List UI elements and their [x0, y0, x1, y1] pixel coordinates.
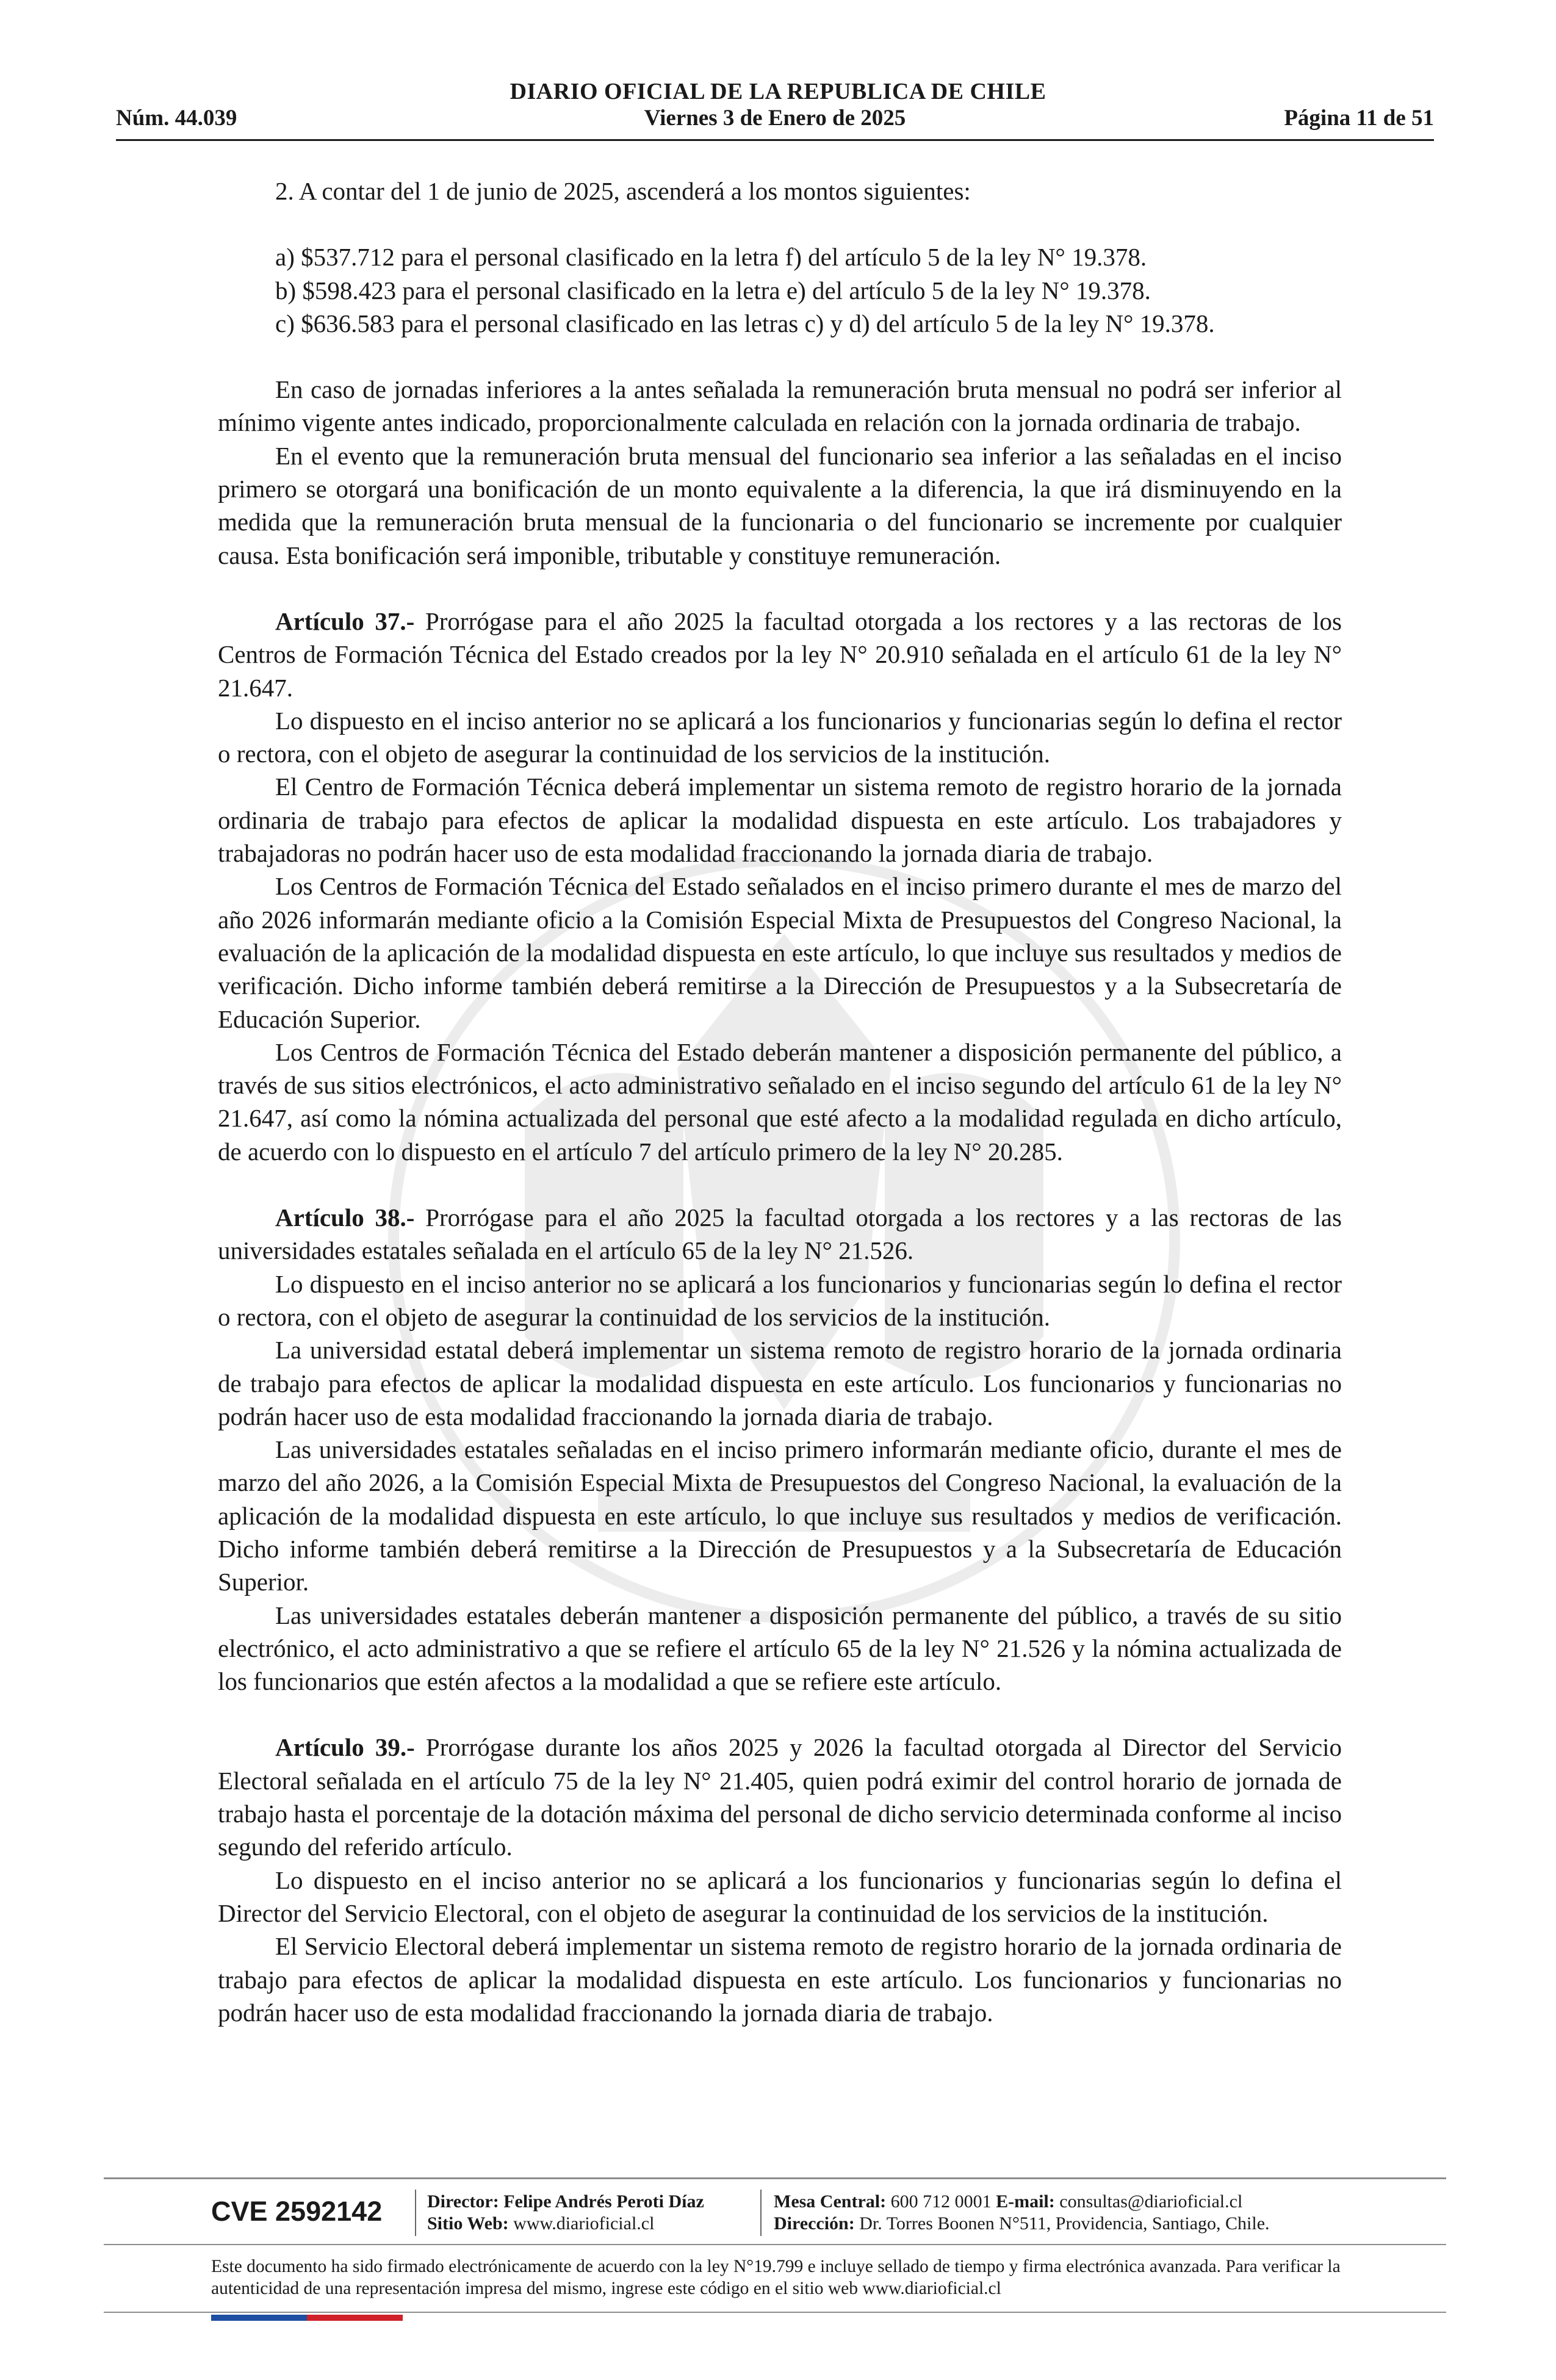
- article-39-text: Prorrógase durante los años 2025 y 2026 la facultad otorgada al Director del Servicio Electoral señalada en el artículo 75 de la ley N° 21.405, quien podrá eximir del control horario de jornada de trabajo hasta el porcentaje de la dotación máxima del personal de dicho servicio determinada conforme al inciso segundo del referido artículo.: [218, 1733, 1342, 1861]
- header-divider: [116, 139, 1434, 141]
- footer-separator: [415, 2190, 416, 2236]
- footer-contact-block: [774, 2191, 1270, 2235]
- article-38-title: Artículo 38.-: [275, 1203, 415, 1232]
- footer-director-block: [427, 2191, 704, 2235]
- email-link[interactable]: consultas@diarioficial.cl: [1059, 2191, 1243, 2212]
- email-label: E-mail:: [996, 2191, 1055, 2212]
- website-link[interactable]: www.diarioficial.cl: [513, 2213, 655, 2234]
- footer-separator: [760, 2190, 762, 2236]
- director-line: [427, 2191, 704, 2213]
- list-item: a) $537.712 para el personal clasificado en la letra f) del artículo 5 de la ley N° 19.378.: [275, 243, 1147, 272]
- paragraph: Los Centros de Formación Técnica del Estado señalados en el inciso primero durante el mes de marzo del año 2026 informarán mediante oficio a la Comisión Especial Mixta de Presupuestos del Congreso Nacional, la evaluación de la aplicación de la modalidad dispuesta en este artículo, lo que incluye sus resultados y medios de verificación. Dicho informe también deberá remitirse a la Dirección de Presupuestos y a la Subsecretaría de Educación Superior.: [218, 872, 1342, 1033]
- cve-code: CVE 2592142: [211, 2196, 383, 2227]
- paragraph: La universidad estatal deberá implementar un sistema remoto de registro horario de la jornada ordinaria de trabajo para efectos de aplicar la modalidad dispuesta en este artículo. Los funcionarios y funcionarias no podrán hacer uso de esta modalidad fraccionando la jornada diaria de trabajo.: [218, 1336, 1342, 1430]
- address-line: [774, 2213, 1270, 2235]
- article-39-title: Artículo 39.-: [275, 1733, 415, 1762]
- contact-line: [774, 2191, 1270, 2213]
- article-37-paragraph: [218, 605, 1342, 704]
- paragraph: El Centro de Formación Técnica deberá implementar un sistema remoto de registro horario de la jornada ordinaria de trabajo para efectos de aplicar la modalidad dispuesta en este artículo. Los trabajadores y trabajadoras no podrán hacer uso de esta modalidad fraccionando la jornada diaria de trabajo.: [218, 773, 1342, 868]
- page-number: Página 11 de 51: [1284, 106, 1434, 131]
- footer-divider: [104, 2177, 1446, 2179]
- paragraph-item-2: 2. A contar del 1 de junio de 2025, ascenderá a los montos siguientes:: [275, 177, 971, 205]
- address-value: Dr. Torres Boonen N°511, Providencia, Santiago, Chile.: [859, 2213, 1270, 2234]
- article-37-title: Artículo 37.-: [275, 607, 415, 635]
- article-37-text: Prorrógase para el año 2025 la facultad otorgada a los rectores y a las rectoras de los Centros de Formación Técnica del Estado creados por la ley N° 20.910 señalada en el artículo 61 de la ley N° 21.647.: [218, 607, 1342, 702]
- phone-label: Mesa Central:: [774, 2191, 887, 2212]
- amounts-list: [218, 240, 1342, 340]
- paragraph: En caso de jornadas inferiores a la antes señalada la remuneración bruta mensual no podrá ser inferior al mínimo vigente antes indicado, proporcionalmente calculada en relación con la jornada ordinaria de trabajo.: [218, 375, 1342, 437]
- paragraph: Las universidades estatales deberán mantener a disposición permanente del público, a través de su sitio electrónico, el acto administrativo a que se refiere el artículo 65 de la ley N° 21.526 y la nómina actualizada de los funcionarios que estén afectos a la modalidad a que se refiere este artículo.: [218, 1601, 1342, 1696]
- spacer: [218, 572, 1342, 605]
- paragraph: En el evento que la remuneración bruta mensual del funcionario sea inferior a las señaladas en el inciso primero se otorgará una bonificación de un monto equivalente a la diferencia, la que irá disminuyendo en la medida que la remuneración bruta mensual de la funcionaria o del funcionario se incremente por cualquier causa. Esta bonificación será imponible, tributable y constituye remuneración.: [218, 441, 1342, 569]
- paragraph: Los Centros de Formación Técnica del Estado deberán mantener a disposición permanente del público, a través de sus sitios electrónicos, el acto administrativo señalado en el inciso segundo del artículo 61 de la ley N° 21.647, así como la nómina actualizada del personal que esté afecto a la modalidad regulada en dicho artículo, de acuerdo con lo dispuesto en el artículo 7 del artículo primero de la ley N° 20.285.: [218, 1037, 1342, 1166]
- footer-divider: [104, 2312, 1446, 2313]
- issue-number: Núm. 44.039: [116, 106, 237, 131]
- director-label: Director:: [427, 2191, 499, 2212]
- footer-divider: [104, 2244, 1446, 2245]
- flag-stripe: [211, 2315, 403, 2321]
- spacer: [218, 1168, 1342, 1201]
- address-label: Dirección:: [774, 2213, 855, 2234]
- website-line: [427, 2213, 704, 2235]
- article-39-paragraph: [218, 1731, 1342, 1863]
- spacer: [218, 207, 1342, 240]
- article-38-paragraph: [218, 1201, 1342, 1268]
- website-label: Sitio Web:: [427, 2213, 509, 2234]
- paragraph: Las universidades estatales señaladas en el inciso primero informarán mediante oficio, durante el mes de marzo del año 2026, a la Comisión Especial Mixta de Presupuestos del Congreso Nacional, la evaluación de la aplicación de la modalidad dispuesta en este artículo, lo que incluye sus resultados y medios de verificación. Dicho informe también deberá remitirse a la Dirección de Presupuestos y a la Subsecretaría de Educación Superior.: [218, 1435, 1342, 1596]
- spacer: [218, 340, 1342, 373]
- paragraph: Lo dispuesto en el inciso anterior no se aplicará a los funcionarios y funcionarias según lo defina el Director del Servicio Electoral, con el objeto de asegurar la continuidad de los servicios de la institución.: [218, 1866, 1342, 1927]
- paragraph: Lo dispuesto en el inciso anterior no se aplicará a los funcionarios y funcionarias según lo defina el rector o rectora, con el objeto de asegurar la continuidad de los servicios de la institución.: [218, 1269, 1342, 1331]
- spacer: [218, 1698, 1342, 1731]
- newspaper-title: DIARIO OFICIAL DE LA REPUBLICA DE CHILE: [510, 79, 1046, 104]
- list-item: c) $636.583 para el personal clasificado en las letras c) y d) del artículo 5 de la ley N° 19.378.: [275, 309, 1215, 337]
- list-item: b) $598.423 para el personal clasificado en la letra e) del artículo 5 de la ley N° 19.378.: [275, 276, 1151, 305]
- header-row: [116, 105, 1434, 135]
- paragraph: El Servicio Electoral deberá implementar un sistema remoto de registro horario de la jornada ordinaria de trabajo para efectos de aplicar la modalidad dispuesta en este artículo. Los funcionarios y funcionarias no podrán hacer uso de esta modalidad fraccionando la jornada diaria de trabajo.: [218, 1932, 1342, 2027]
- phone-number: 600 712 0001: [890, 2191, 992, 2212]
- issue-date: Viernes 3 de Enero de 2025: [644, 106, 906, 131]
- paragraph: Lo dispuesto en el inciso anterior no se aplicará a los funcionarios y funcionarias según lo defina el rector o rectora, con el objeto de asegurar la continuidad de los servicios de la institución.: [218, 706, 1342, 768]
- flag-blue-segment: [211, 2315, 307, 2321]
- article-38-text: Prorrógase para el año 2025 la facultad otorgada a los rectores y a las rectoras de las universidades estatales señalada en el artículo 65 de la ley N° 21.526.: [218, 1203, 1342, 1265]
- signature-note: Este documento ha sido firmado electrónicamente de acuerdo con la ley N°19.799 e incluye sellado de tiempo y firma electrónica avanzada. Para verificar la autenticidad de una representación impresa del mismo, ingrese este código en el sitio web www.diarioficial.cl: [211, 2257, 1341, 2298]
- flag-red-segment: [307, 2315, 403, 2321]
- director-name: Felipe Andrés Peroti Díaz: [503, 2191, 704, 2212]
- document-body: [218, 175, 1342, 2029]
